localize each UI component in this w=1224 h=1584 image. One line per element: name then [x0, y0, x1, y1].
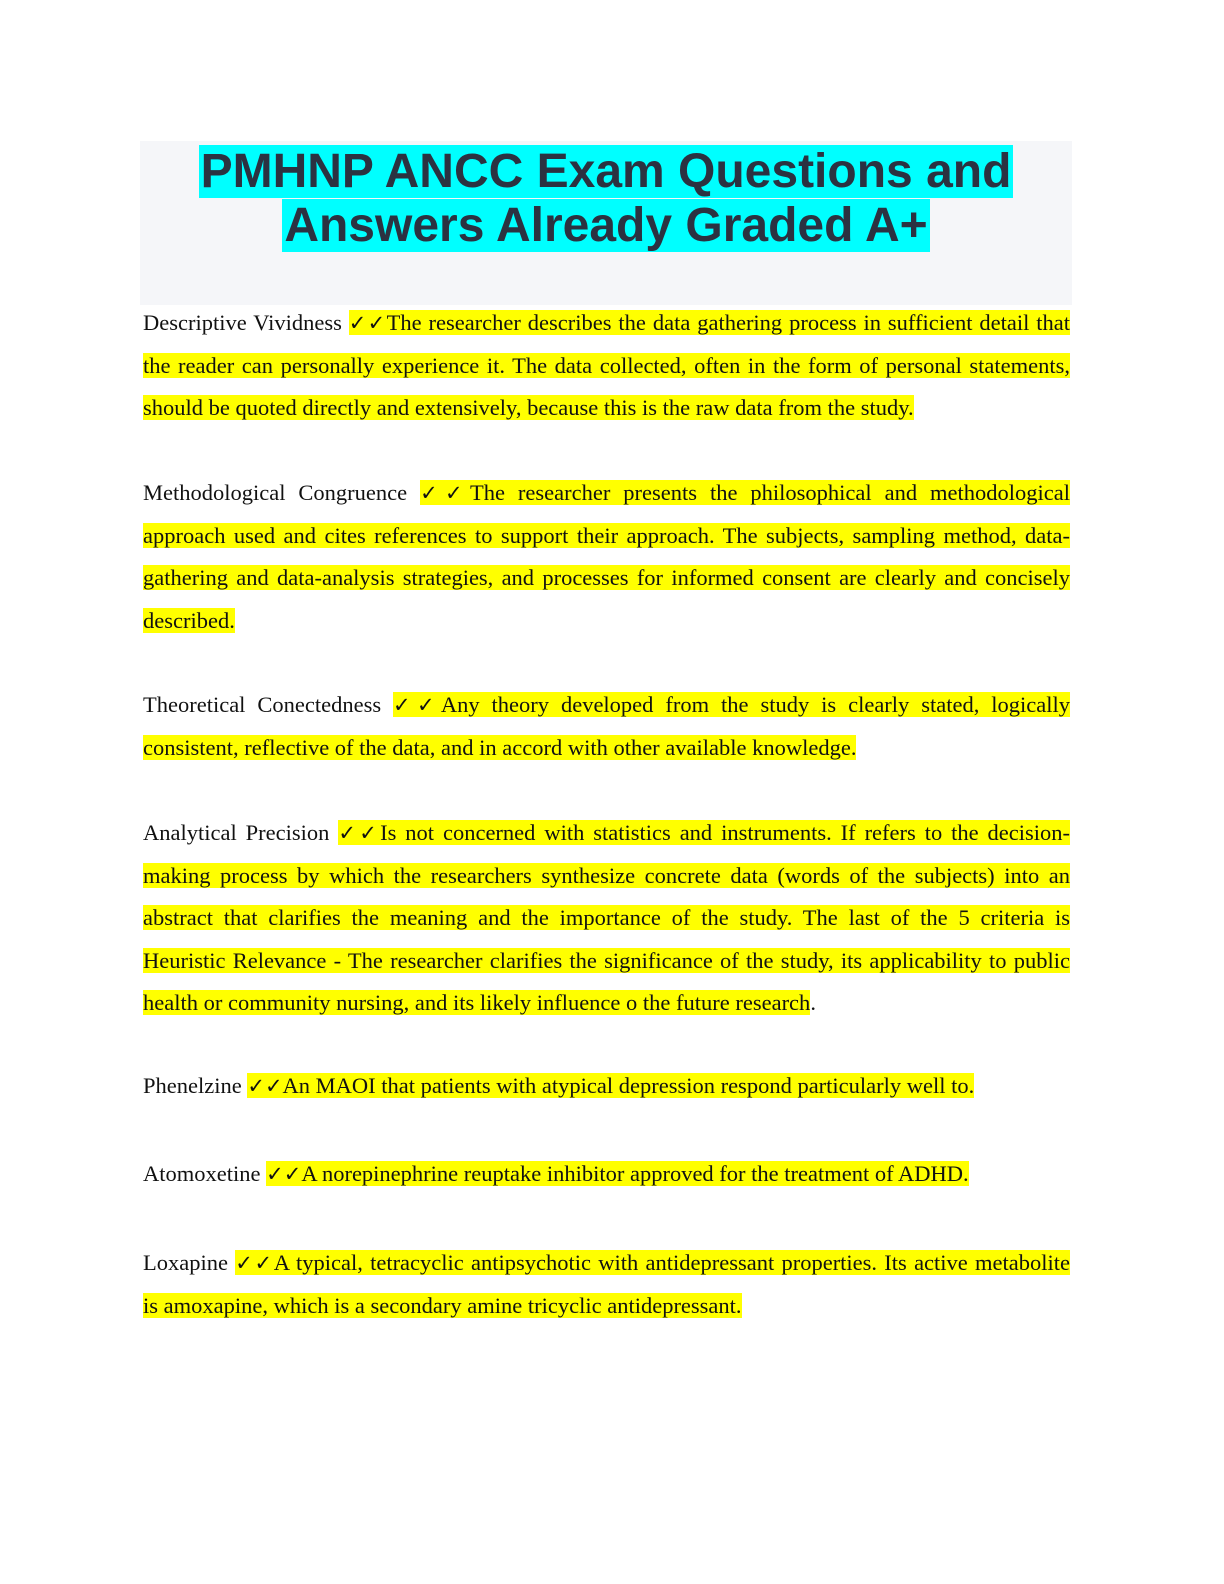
- qa-entry-loxapine: [143, 1242, 1070, 1327]
- qa-answer-text: The researcher presents the philosophical and methodological approach used and cites references to support their approach. The subjects, sampling method, data-gathering and data-analysis strategies, and processes for informed consent are clearly and concisely described.: [143, 480, 1070, 633]
- qa-answer-text: A typical, tetracyclic antipsychotic with antidepressant properties. Its active metabolite is amoxapine, which is a secondary amine tricyclic antidepressant.: [143, 1250, 1070, 1318]
- qa-entry-analytical-precision: [143, 812, 1070, 1025]
- qa-entry-theoretical-conectedness: [143, 684, 1070, 769]
- double-check-icon: ✓✓: [393, 693, 441, 717]
- qa-term: Descriptive Vividness: [143, 310, 342, 335]
- qa-answer-text: Any theory developed from the study is clearly stated, logically consistent, reflective of the data, and in accord with other available knowledge.: [143, 692, 1071, 760]
- qa-entry-descriptive-vividness: [143, 302, 1070, 430]
- double-check-icon: ✓✓: [338, 821, 381, 845]
- qa-answer: [143, 1250, 1070, 1318]
- qa-term: Methodological Congruence: [143, 480, 408, 505]
- qa-answer: [247, 1073, 974, 1098]
- double-check-icon: ✓✓: [348, 311, 387, 335]
- qa-term: Loxapine: [143, 1250, 228, 1275]
- qa-trailing: .: [810, 990, 816, 1015]
- qa-term: Analytical Precision: [143, 820, 330, 845]
- double-check-icon: ✓✓: [420, 481, 470, 505]
- qa-answer-text: Is not concerned with statistics and instruments. If refers to the decision-making process by which the researchers synthesize concrete data (words of the subjects) into an abstract that clarifies the meaning and the importance of the study. The last of the 5 criteria is Heuristic Relevance - The researcher clarifies the significance of the study, its applicability to public health or community nursing, and its likely influence o the future research: [143, 820, 1071, 1015]
- qa-term: Theoretical Conectedness: [143, 692, 382, 717]
- qa-entry-phenelzine: [143, 1065, 1070, 1108]
- qa-entry-atomoxetine: [143, 1153, 1070, 1196]
- document-title-text: PMHNP ANCC Exam Questions and Answers Already Graded A+: [200, 145, 1012, 252]
- document-title: [140, 141, 1072, 253]
- qa-answer-text: A norepinephrine reuptake inhibitor approved for the treatment of ADHD.: [301, 1161, 969, 1186]
- qa-answer: [266, 1161, 969, 1186]
- double-check-icon: ✓✓: [266, 1162, 302, 1186]
- qa-answer-text: An MAOI that patients with atypical depression respond particularly well to.: [282, 1073, 975, 1098]
- qa-term: Atomoxetine: [143, 1161, 261, 1186]
- qa-answer: [143, 820, 1070, 1015]
- qa-entry-methodological-congruence: [143, 472, 1070, 642]
- double-check-icon: ✓✓: [247, 1074, 283, 1098]
- qa-term: Phenelzine: [143, 1073, 242, 1098]
- double-check-icon: ✓✓: [235, 1251, 274, 1275]
- title-block: [140, 141, 1072, 305]
- qa-answer-text: The researcher describes the data gathering process in sufficient detail that the reader can personally experience it. The data collected, often in the form of personal statements, should be quoted directly and extensively, because this is the raw data from the study.: [143, 310, 1071, 420]
